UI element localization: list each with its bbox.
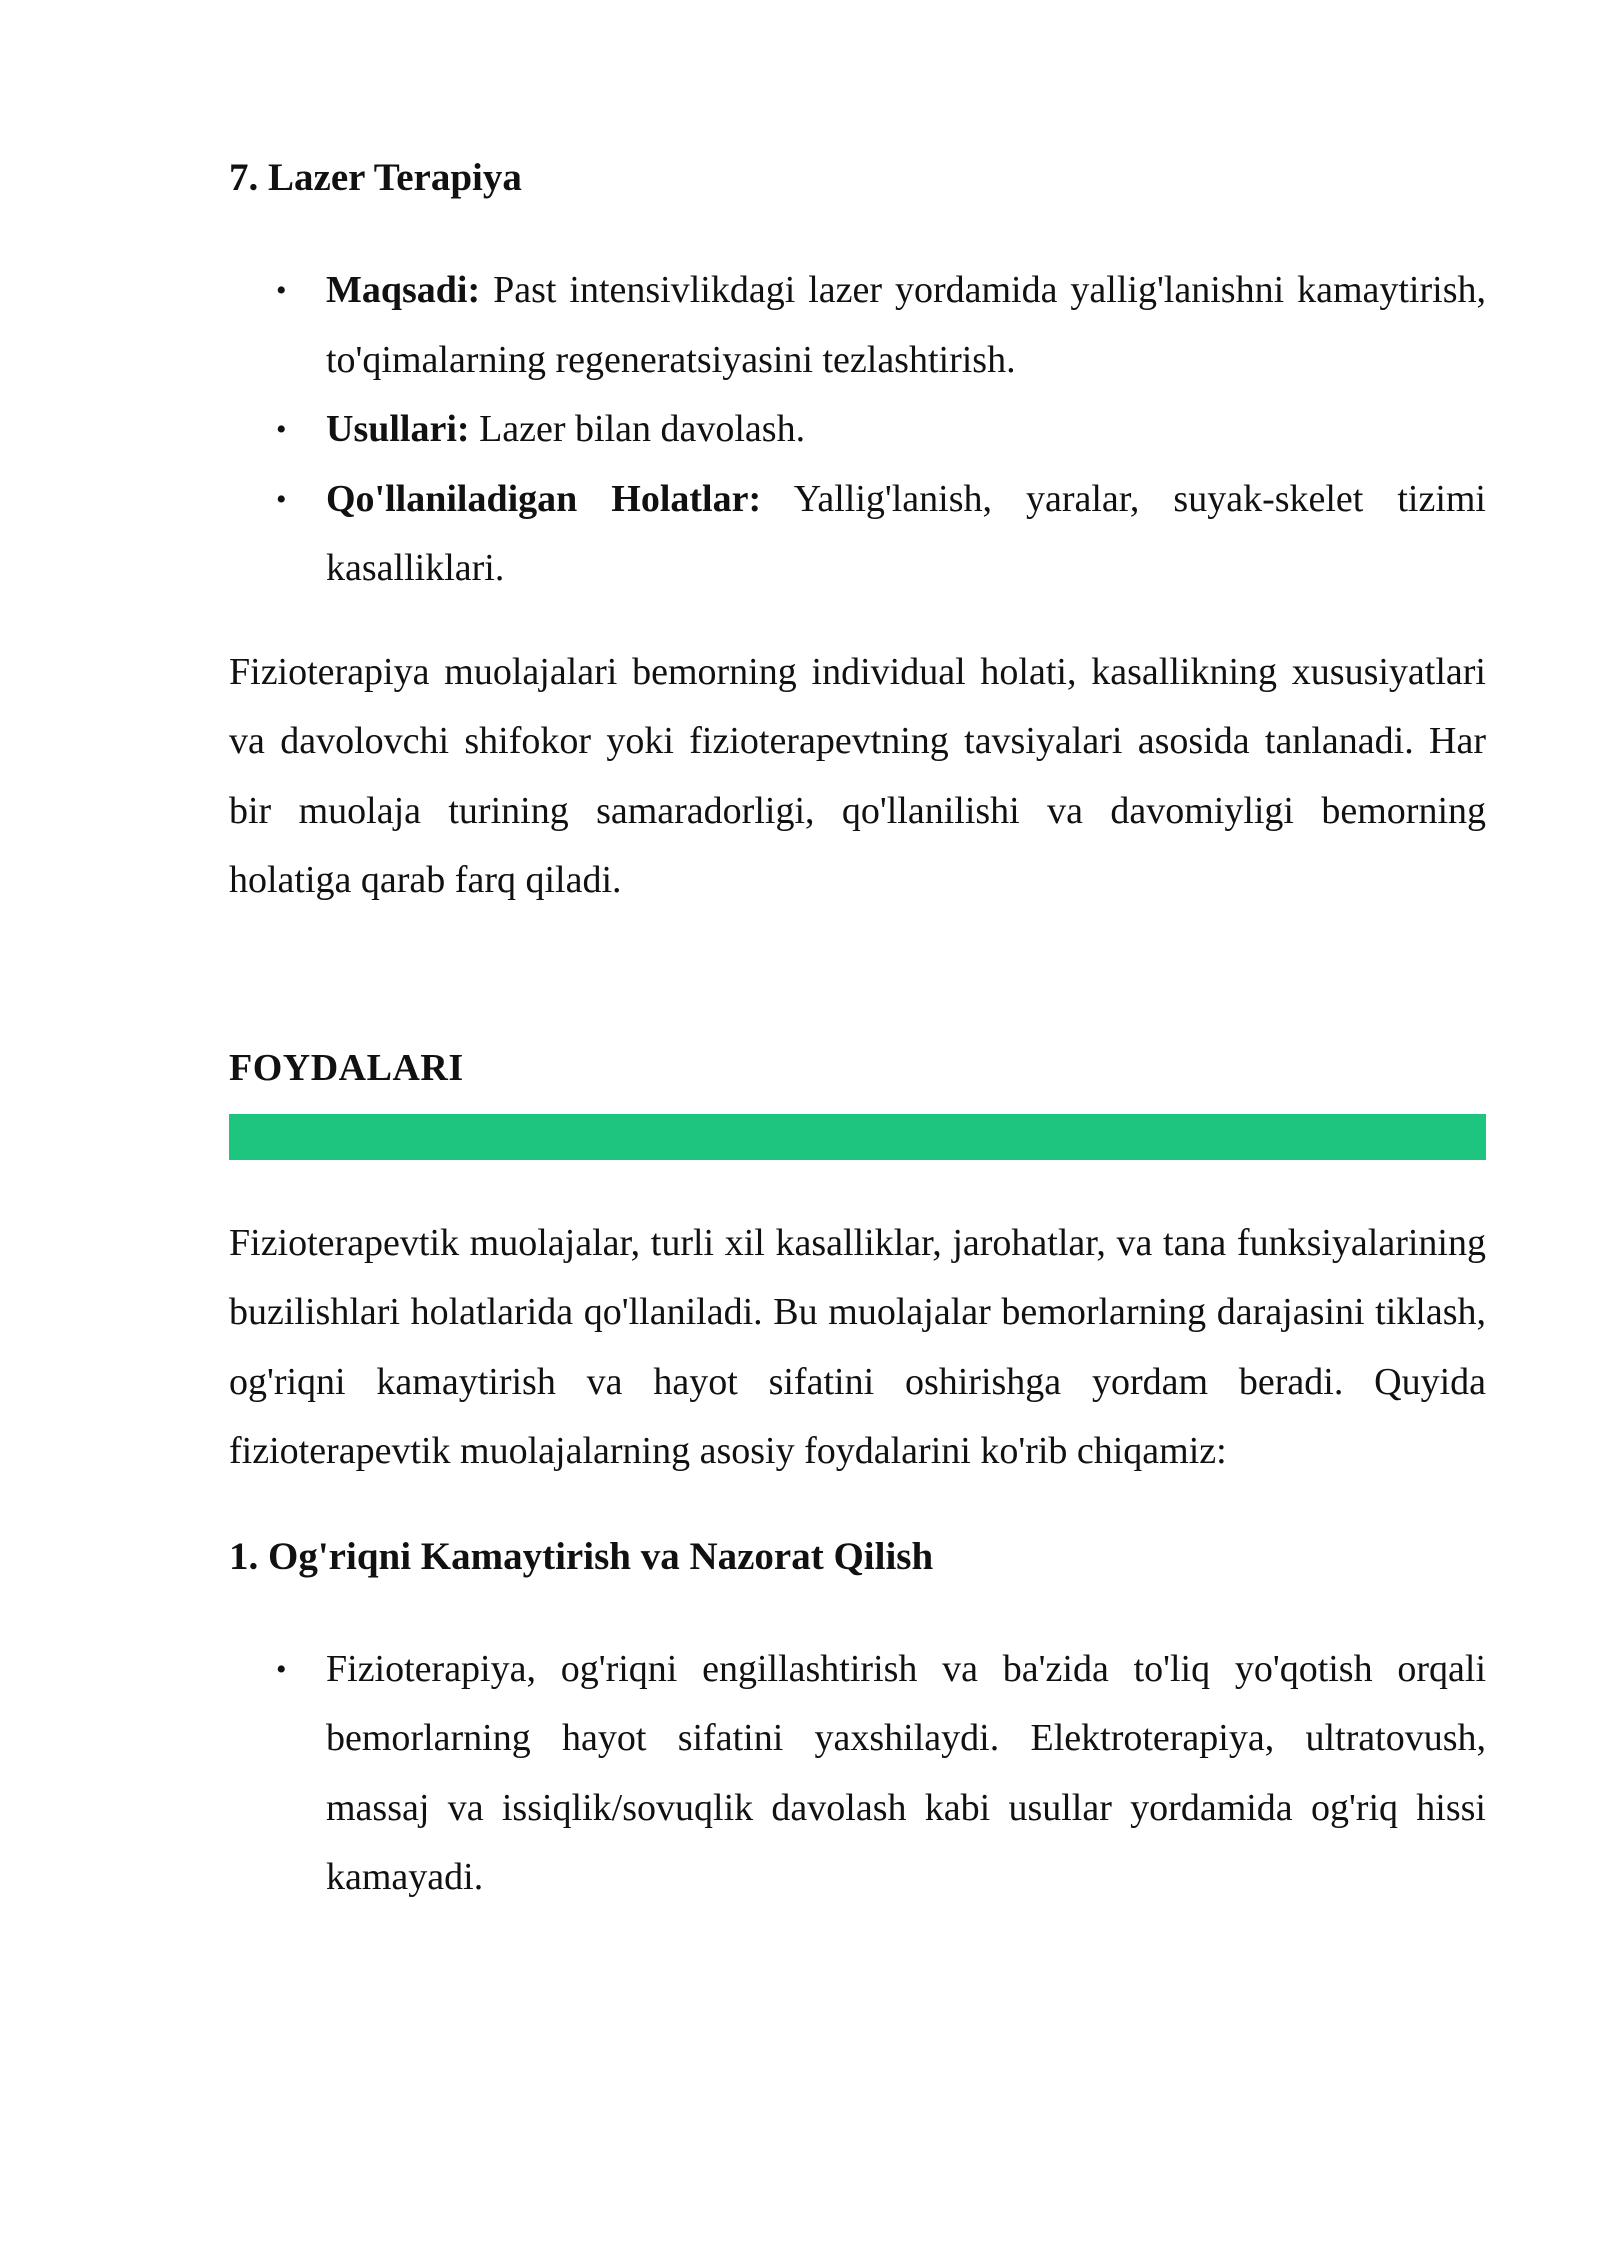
benefits-intro-paragraph: Fizioterapevtik muolajalar, turli xil kasalliklar, jarohatlar, va tana funksiyalarining buzilishlari holatlarida qo'llaniladi. Bu muolajalar bemorlarning darajasini tiklash, og'riqni kamaytirish va hayot sifatini oshirishga yordam beradi. Quyida fizioterapevtik muolajalarning asosiy foydalarini ko'rib chiqamiz: xyxy=(229,1221,1486,1472)
item-text: Fizioterapiya, og'riqni engillashtirish va ba'zida to'liq yo'qotish orqali bemorlarning hayot sifatini yaxshilaydi. Elektroterapiya, ultratovush, massaj va issiqlik/sovuqlik davolash kabi usullar yordamida og'riq hissi kamayadi. xyxy=(326,1647,1486,1898)
list-item xyxy=(229,395,1486,465)
list-item xyxy=(229,256,1486,395)
document-page xyxy=(229,150,1486,1913)
list-item xyxy=(229,1635,1486,1913)
bullet-icon: • xyxy=(276,274,287,307)
benefits-title: FOYDALARI xyxy=(229,1046,464,1089)
bullet-icon: • xyxy=(276,1652,287,1686)
list-item xyxy=(229,465,1486,604)
item-label: Maqsadi: xyxy=(326,269,481,311)
item-label: Qo'llaniladigan Holatlar: xyxy=(326,477,762,520)
selection-paragraph: Fizioterapiya muolajalari bemorning individual holati, kasallikning xususiyatlari va davolovchi shifokor yoki fizioterapevtning tavsiyalari asosida tanlanadi. Har bir muolaja turining samaradorligi, qo'llanilishi va davomiyligi bemorning holatiga qarab farq qiladi. xyxy=(229,650,1486,901)
bullet-icon: • xyxy=(276,482,287,516)
laser-therapy-list xyxy=(229,256,1486,604)
item-text: Yallig'lanish, yaralar, suyak-skelet tizimi kasalliklari. xyxy=(326,477,1486,589)
section-heading-laser-therapy: 7. Lazer Terapiya xyxy=(229,156,522,199)
section-divider-bar xyxy=(229,1114,1486,1160)
item-text: Past intensivlikdagi lazer yordamida yallig'lanishni kamaytirish, to'qimalarning regeneratsiyasini tezlashtirish. xyxy=(326,269,1486,381)
item-text: Lazer bilan davolash. xyxy=(469,408,806,450)
bullet-icon: • xyxy=(276,413,287,446)
pain-relief-list xyxy=(229,1635,1486,1913)
subsection-heading-pain-relief: 1. Og'riqni Kamaytirish va Nazorat Qilish xyxy=(229,1534,934,1578)
item-label: Usullari: xyxy=(326,408,470,450)
